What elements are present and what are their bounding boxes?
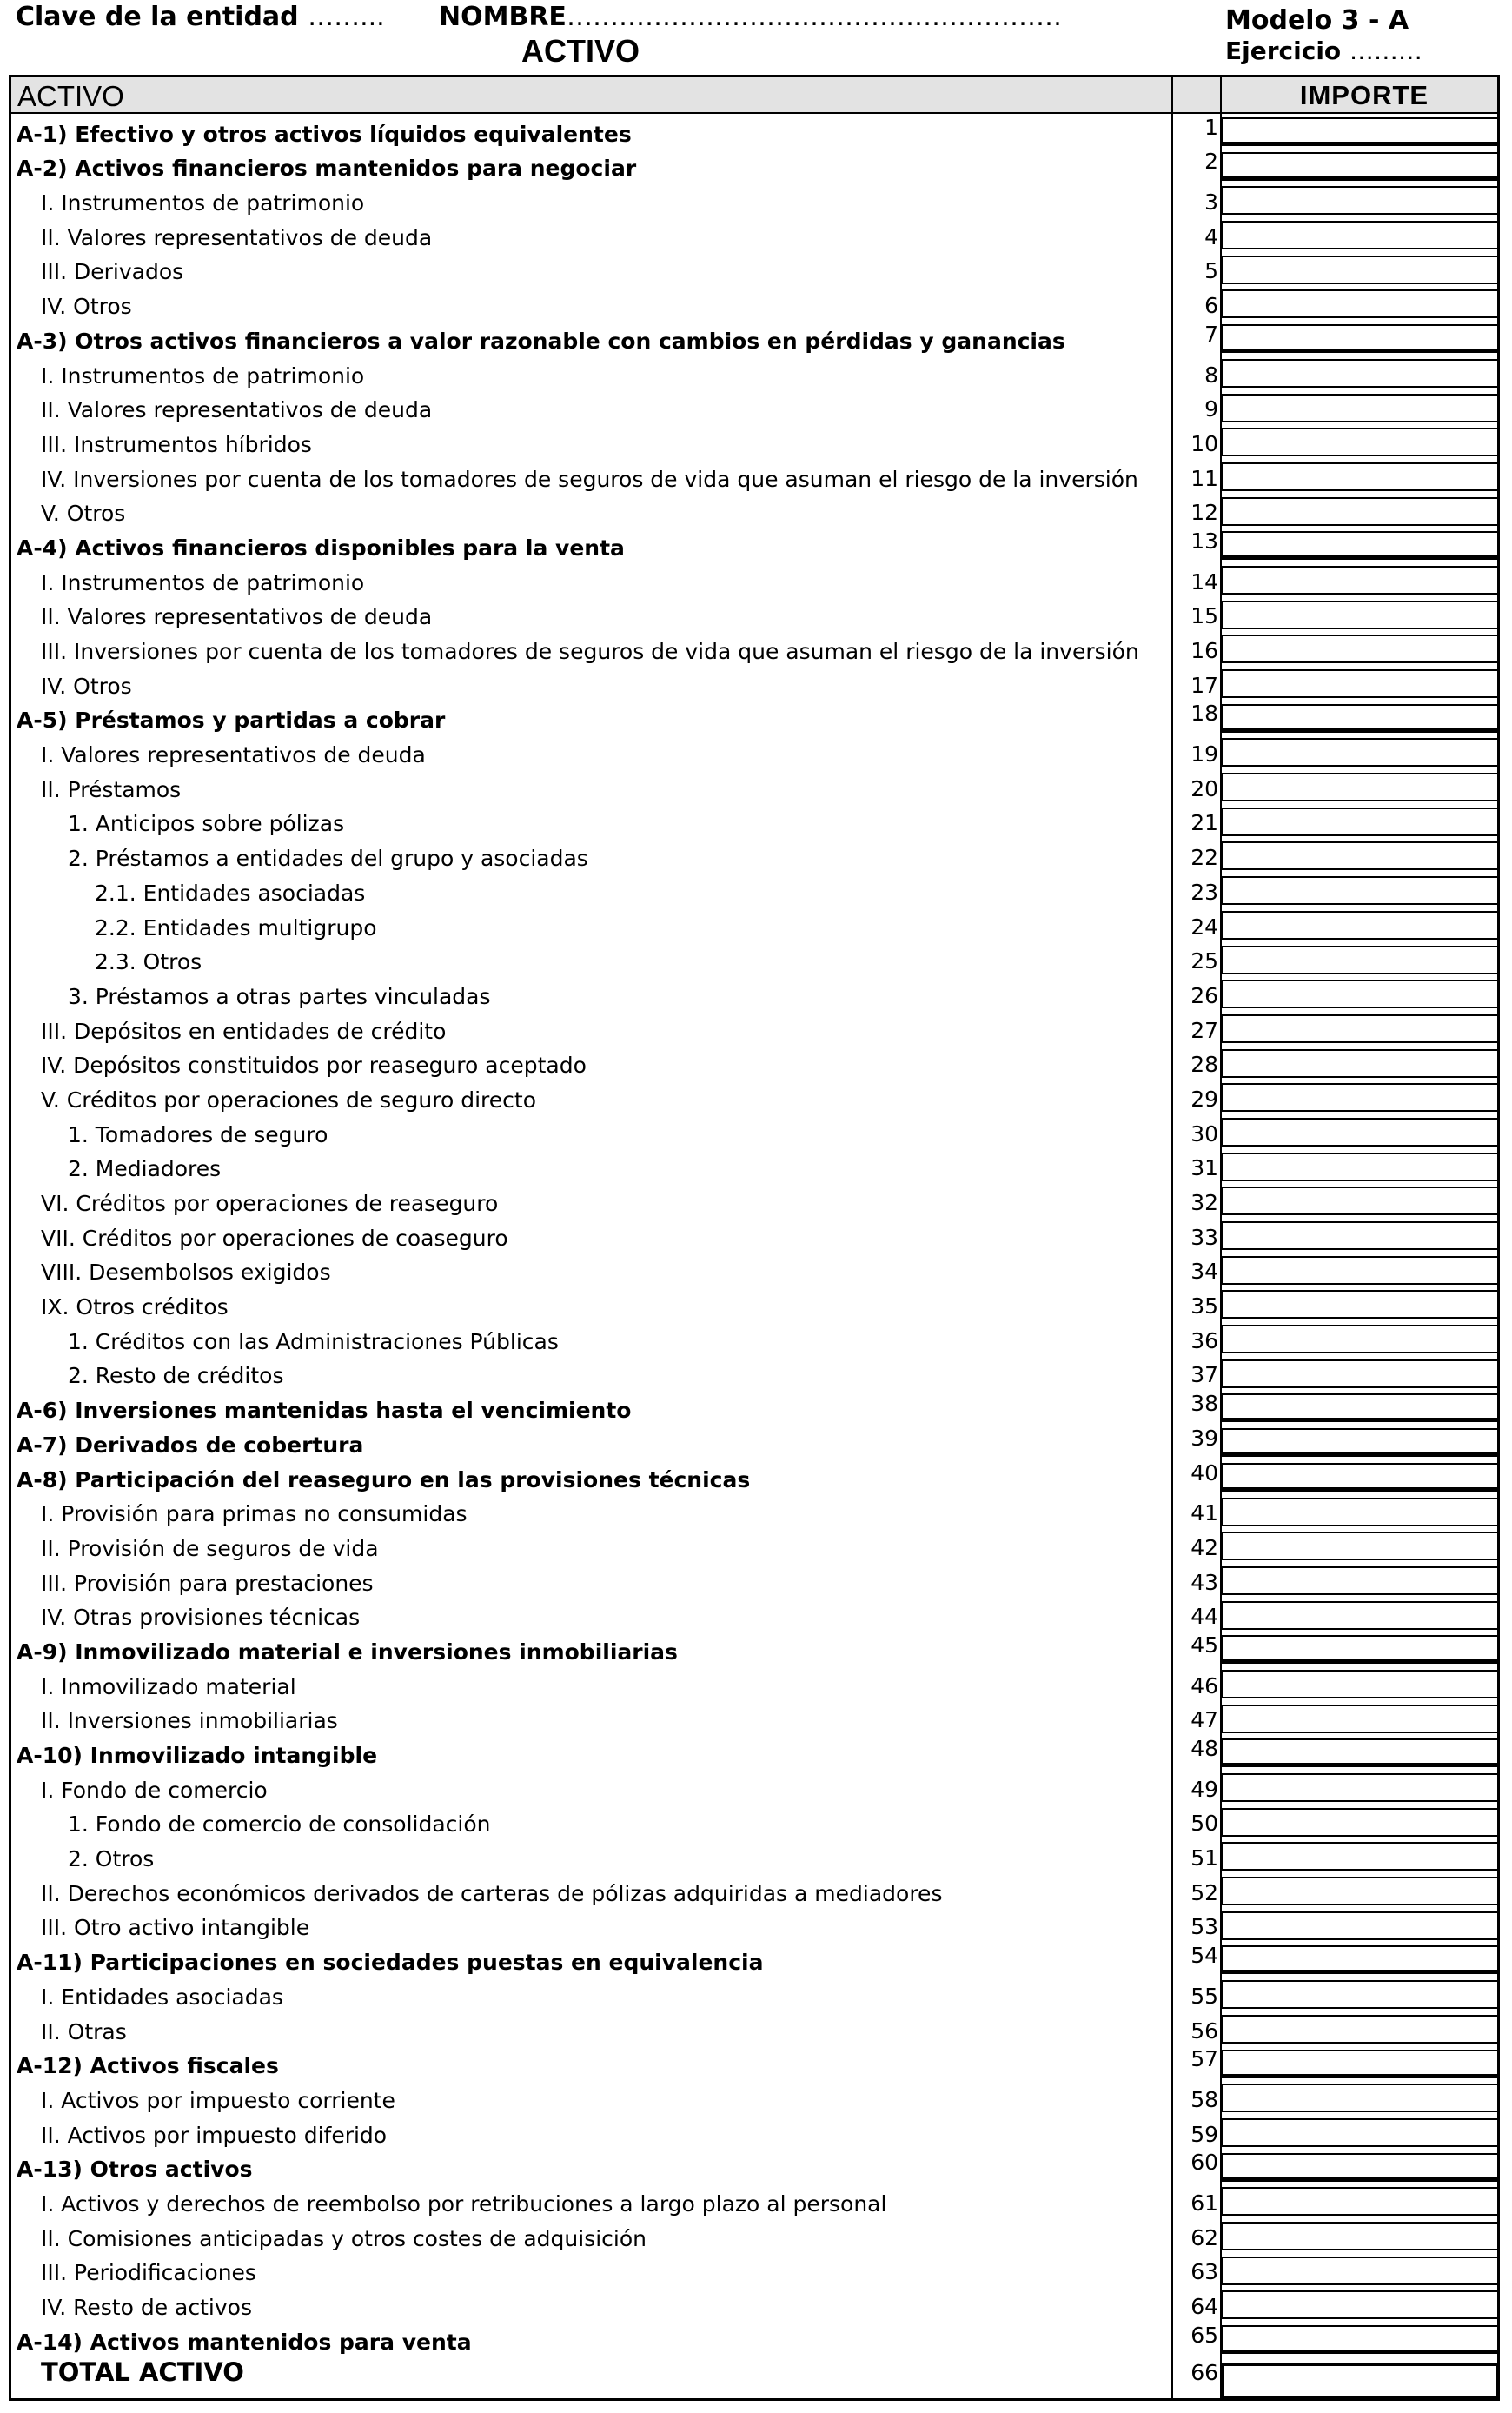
amount-input[interactable] <box>1221 289 1499 318</box>
amount-input[interactable] <box>1221 2257 1499 2285</box>
amount-input[interactable] <box>1221 1359 1499 1388</box>
row-label: IV. Otros <box>41 294 132 320</box>
table-row <box>11 1183 1497 1218</box>
amount-input[interactable] <box>1221 359 1499 388</box>
row-label: I. Inmovilizado material <box>41 1673 296 1699</box>
row-number: 50 <box>1190 1811 1218 1837</box>
amount-input[interactable] <box>1221 256 1499 284</box>
amount-input[interactable] <box>1221 2050 1499 2078</box>
amount-input[interactable] <box>1221 117 1499 146</box>
row-label: 2. Resto de créditos <box>68 1363 284 1389</box>
row-number: 27 <box>1190 1017 1218 1043</box>
entity-key-field[interactable]: ……... <box>308 2 385 32</box>
amount-input[interactable] <box>1221 1670 1499 1698</box>
table-row <box>11 1149 1497 1184</box>
row-label: IV. Depósitos constituidos por reaseguro aceptado <box>41 1053 587 1079</box>
row-number: 9 <box>1204 396 1218 422</box>
row-number: 4 <box>1204 223 1218 249</box>
row-label: A-1) Efectivo y otros activos líquidos equivalentes <box>17 121 632 147</box>
row-label: I. Instrumentos de patrimonio <box>41 190 365 216</box>
row-number: 25 <box>1190 948 1218 974</box>
table-row <box>11 701 1497 735</box>
amount-input[interactable] <box>1221 428 1499 456</box>
row-number: 12 <box>1190 500 1218 526</box>
table-row <box>11 873 1497 907</box>
table-row <box>11 424 1497 459</box>
amount-input[interactable] <box>1221 1635 1499 1664</box>
row-number: 60 <box>1190 2150 1218 2176</box>
table-row <box>11 1838 1497 1873</box>
table-row <box>11 1425 1497 1459</box>
row-label: II. Provisión de seguros de vida <box>41 1535 379 1561</box>
table-row <box>11 1735 1497 1770</box>
amount-input[interactable] <box>1221 773 1499 801</box>
row-number: 24 <box>1190 914 1218 940</box>
column-divider <box>1220 77 1222 2401</box>
row-label: III. Instrumentos híbridos <box>41 431 312 457</box>
row-label: III. Otro activo intangible <box>41 1915 310 1941</box>
balance-rows <box>11 114 1497 2390</box>
row-label: II. Valores representativos de deuda <box>41 604 433 630</box>
amount-input[interactable] <box>1221 1532 1499 1560</box>
row-label: III. Derivados <box>41 259 184 285</box>
table-row <box>11 1701 1497 1736</box>
column-header-amount: IMPORTE <box>1299 80 1429 110</box>
row-number: 26 <box>1190 982 1218 1008</box>
row-number: 20 <box>1190 775 1218 801</box>
row-number: 38 <box>1190 1391 1218 1417</box>
row-number: 22 <box>1190 845 1218 871</box>
row-number: 46 <box>1190 1672 1218 1698</box>
table-row <box>11 631 1497 666</box>
page-title: ACTIVO <box>521 33 640 69</box>
entity-name-field[interactable]: ………………………………………………… <box>566 2 1062 32</box>
row-number: 45 <box>1190 1632 1218 1658</box>
row-number: 62 <box>1190 2224 1218 2250</box>
amount-input[interactable] <box>1221 704 1499 733</box>
table-row <box>11 1770 1497 1805</box>
row-label: TOTAL ACTIVO <box>41 2357 244 2388</box>
row-label: I. Activos y derechos de reembolso por retribuciones a largo plazo al personal <box>41 2190 887 2217</box>
row-number: 18 <box>1190 701 1218 727</box>
amount-input[interactable] <box>1221 2325 1499 2354</box>
table-row <box>11 390 1497 425</box>
amount-input[interactable] <box>1221 1705 1499 1733</box>
row-label: II. Otras <box>41 2018 127 2044</box>
row-number: 28 <box>1190 1052 1218 1078</box>
amount-input[interactable] <box>1221 1049 1499 1078</box>
table-row <box>11 1011 1497 1046</box>
row-number: 31 <box>1190 1155 1218 1181</box>
table-row <box>11 494 1497 528</box>
table-row <box>11 907 1497 942</box>
amount-input[interactable] <box>1221 1290 1499 1319</box>
row-label: 1. Fondo de comercio de consolidación <box>68 1811 491 1838</box>
table-row <box>11 2184 1497 2218</box>
row-label: I. Instrumentos de patrimonio <box>41 569 365 595</box>
amount-input[interactable] <box>1221 738 1499 767</box>
row-number: 29 <box>1190 1086 1218 1112</box>
amount-input[interactable] <box>1221 1118 1499 1147</box>
row-number: 48 <box>1190 1736 1218 1761</box>
row-number: 58 <box>1190 2086 1218 2112</box>
row-label: I. Provisión para primas no consumidas <box>41 1501 468 1527</box>
row-label: 2.3. Otros <box>95 949 202 975</box>
amount-input[interactable] <box>1221 2084 1499 2112</box>
row-label: 3. Préstamos a otras partes vinculadas <box>68 983 491 1009</box>
table-row <box>11 321 1497 356</box>
table-row <box>11 1528 1497 1563</box>
row-number: 10 <box>1190 430 1218 456</box>
row-number: 41 <box>1190 1500 1218 1526</box>
amount-input[interactable] <box>1221 1808 1499 1837</box>
row-label: A-2) Activos financieros mantenidos para negociar <box>17 156 637 182</box>
amount-input[interactable] <box>1221 394 1499 422</box>
column-divider <box>1171 77 1173 2401</box>
row-label: VI. Créditos por operaciones de reaseguro <box>41 1191 499 1216</box>
table-row <box>11 1114 1497 1149</box>
table-row <box>11 1563 1497 1598</box>
table-row <box>11 804 1497 839</box>
row-label: 2. Mediadores <box>68 1156 222 1182</box>
row-label: II. Préstamos <box>41 776 182 802</box>
row-number: 19 <box>1190 741 1218 768</box>
amount-input[interactable] <box>1221 1601 1499 1630</box>
row-label: III. Periodificaciones <box>41 2260 256 2286</box>
amount-input[interactable] <box>1221 635 1499 663</box>
table-row <box>11 1218 1497 1253</box>
table-row <box>11 1321 1497 1356</box>
row-number: 15 <box>1190 603 1218 629</box>
amount-input[interactable] <box>1221 2118 1499 2147</box>
amount-input[interactable] <box>1221 1083 1499 1112</box>
row-label: A-8) Participación del reaseguro en las provisiones técnicas <box>17 1466 751 1492</box>
table-row <box>11 1805 1497 1839</box>
row-label: 2. Préstamos a entidades del grupo y asociadas <box>68 846 588 872</box>
row-label: IV. Inversiones por cuenta de los tomadores de seguros de vida que asuman el riesgo de la inversión <box>41 466 1138 492</box>
table-row <box>11 666 1497 701</box>
row-number: 35 <box>1190 1293 1218 1320</box>
row-label: A-13) Otros activos <box>17 2157 253 2183</box>
row-number: 55 <box>1190 1983 1218 2009</box>
total-row <box>11 2356 1497 2391</box>
amount-input[interactable] <box>1221 1980 1499 2009</box>
table-row <box>11 2218 1497 2253</box>
row-label: A-3) Otros activos financieros a valor razonable con cambios en pérdidas y ganancias <box>17 328 1065 354</box>
amount-input[interactable] <box>1221 324 1499 353</box>
amount-input[interactable] <box>1221 808 1499 836</box>
amount-input[interactable] <box>1221 876 1499 905</box>
row-label: A-6) Inversiones mantenidas hasta el vencimiento <box>17 1398 632 1424</box>
amount-input[interactable] <box>1221 221 1499 249</box>
row-label: 1. Créditos con las Administraciones Públicas <box>68 1328 559 1354</box>
table-row <box>11 1494 1497 1529</box>
row-number: 30 <box>1190 1120 1218 1147</box>
row-number: 7 <box>1204 321 1218 347</box>
table-row <box>11 183 1497 217</box>
row-label: A-4) Activos financieros disponibles para la venta <box>17 535 625 561</box>
row-number: 36 <box>1190 1327 1218 1353</box>
amount-input[interactable] <box>1221 2290 1499 2319</box>
row-number: 23 <box>1190 879 1218 905</box>
table-row <box>11 356 1497 390</box>
row-label: A-11) Participaciones en sociedades puestas en equivalencia <box>17 1950 764 1976</box>
row-label: A-9) Inmovilizado material e inversiones inmobiliarias <box>17 1639 678 1665</box>
amount-input[interactable] <box>1221 462 1499 491</box>
table-row <box>11 1390 1497 1425</box>
model-label: Modelo 3 - A <box>1225 5 1409 36</box>
row-label: I. Instrumentos de patrimonio <box>41 362 365 389</box>
row-number: 6 <box>1204 293 1218 319</box>
amount-input[interactable] <box>1221 1945 1499 1974</box>
amount-input[interactable] <box>1221 1221 1499 1250</box>
row-label: V. Créditos por operaciones de seguro directo <box>41 1087 536 1113</box>
amount-input[interactable] <box>1221 1325 1499 1353</box>
row-label: II. Comisiones anticipadas y otros costes de adquisición <box>41 2225 647 2251</box>
row-label: II. Valores representativos de deuda <box>41 224 433 250</box>
row-label: V. Otros <box>41 501 126 527</box>
table-row <box>11 217 1497 252</box>
table-row <box>11 2287 1497 2322</box>
table-row <box>11 1908 1497 1943</box>
amount-input[interactable] <box>1221 1153 1499 1181</box>
amount-input[interactable] <box>1221 1187 1499 1215</box>
row-label: III. Depósitos en entidades de crédito <box>41 1018 447 1044</box>
row-number: 42 <box>1190 1534 1218 1560</box>
amount-input[interactable] <box>1221 1911 1499 1940</box>
row-number: 5 <box>1204 258 1218 284</box>
row-number: 54 <box>1190 1943 1218 1969</box>
row-label: I. Valores representativos de deuda <box>41 742 426 768</box>
table-row <box>11 252 1497 287</box>
row-label: 2.1. Entidades asociadas <box>95 880 366 906</box>
amount-input[interactable] <box>1221 1566 1499 1595</box>
amount-input[interactable] <box>1221 1463 1499 1492</box>
row-label: III. Inversiones por cuenta de los tomadores de seguros de vida que asuman el riesgo de la inversión <box>41 639 1139 664</box>
row-label: I. Activos por impuesto corriente <box>41 2087 395 2113</box>
table-row <box>11 528 1497 562</box>
row-number: 66 <box>1190 2360 1218 2386</box>
row-number: 57 <box>1190 2046 1218 2072</box>
row-number: 21 <box>1190 810 1218 836</box>
row-label: A-10) Inmovilizado intangible <box>17 1743 378 1768</box>
row-number: 13 <box>1190 528 1218 554</box>
fiscal-year-field[interactable]: ……… <box>1349 37 1422 65</box>
table-row <box>11 1632 1497 1666</box>
row-number: 2 <box>1204 149 1218 175</box>
row-label: II. Activos por impuesto diferido <box>41 2122 388 2148</box>
row-label: II. Derechos económicos derivados de carteras de pólizas adquiridas a mediadores <box>41 1880 943 1906</box>
amount-input[interactable] <box>1221 946 1499 974</box>
table-row <box>11 1942 1497 1977</box>
amount-input[interactable] <box>1221 1773 1499 1802</box>
table-row <box>11 1459 1497 1494</box>
column-header-concept: ACTIVO <box>17 80 124 112</box>
entity-key-label: Clave de la entidad ……... <box>16 2 385 32</box>
amount-input[interactable] <box>1221 601 1499 629</box>
table-row <box>11 597 1497 632</box>
row-number: 63 <box>1190 2259 1218 2285</box>
row-number: 16 <box>1190 638 1218 663</box>
row-label: II. Inversiones inmobiliarias <box>41 1708 338 1734</box>
amount-input[interactable] <box>1221 1256 1499 1285</box>
table-row <box>11 2046 1497 2081</box>
row-number: 14 <box>1190 568 1218 595</box>
table-row <box>11 2011 1497 2046</box>
row-number: 49 <box>1190 1776 1218 1802</box>
table-row <box>11 942 1497 977</box>
row-number: 39 <box>1190 1425 1218 1451</box>
amount-input[interactable] <box>1221 1014 1499 1043</box>
row-number: 59 <box>1190 2121 1218 2147</box>
amount-input[interactable] <box>1221 1393 1499 1422</box>
table-row <box>11 2080 1497 2115</box>
table-row <box>11 769 1497 804</box>
amount-input[interactable] <box>1221 2153 1499 2182</box>
row-number: 65 <box>1190 2322 1218 2348</box>
table-row <box>11 114 1497 149</box>
table-row <box>11 562 1497 597</box>
row-label: A-7) Derivados de cobertura <box>17 1432 364 1458</box>
row-label: I. Entidades asociadas <box>41 1984 283 2010</box>
row-label: 2.2. Entidades multigrupo <box>95 914 377 941</box>
amount-input[interactable] <box>1221 2015 1499 2044</box>
row-number: 3 <box>1204 189 1218 216</box>
table-row <box>11 1286 1497 1321</box>
table-row <box>11 459 1497 494</box>
amount-input[interactable] <box>1221 2222 1499 2250</box>
amount-input[interactable] <box>1221 911 1499 940</box>
amount-input[interactable] <box>1221 1877 1499 1905</box>
row-label: IX. Otros créditos <box>41 1294 229 1320</box>
row-number: 53 <box>1190 1914 1218 1940</box>
table-row <box>11 838 1497 873</box>
amount-input[interactable] <box>1221 1428 1499 1457</box>
row-number: 64 <box>1190 2294 1218 2319</box>
table-row <box>11 149 1497 183</box>
row-number: 11 <box>1190 465 1218 491</box>
amount-input[interactable] <box>1221 497 1499 526</box>
table-row <box>11 735 1497 769</box>
row-number: 56 <box>1190 2017 1218 2044</box>
row-label: IV. Resto de activos <box>41 2295 252 2320</box>
row-number: 61 <box>1190 2190 1218 2216</box>
amount-input[interactable] <box>1221 980 1499 1008</box>
table-row <box>11 2253 1497 2288</box>
table-row <box>11 1253 1497 1287</box>
amount-input[interactable] <box>1221 566 1499 595</box>
amount-input[interactable] <box>1221 2363 1499 2398</box>
row-label: A-12) Activos fiscales <box>17 2053 279 2079</box>
row-number: 47 <box>1190 1707 1218 1733</box>
table-row <box>11 1977 1497 2011</box>
amount-input[interactable] <box>1221 152 1499 181</box>
row-label: 1. Tomadores de seguro <box>68 1121 328 1147</box>
row-label: A-5) Préstamos y partidas a cobrar <box>17 708 446 734</box>
row-number: 44 <box>1190 1604 1218 1630</box>
row-number: 33 <box>1190 1224 1218 1250</box>
row-number: 8 <box>1204 362 1218 388</box>
fiscal-year-label: Ejercicio ……… <box>1225 37 1422 65</box>
table-row <box>11 1873 1497 1908</box>
row-number: 34 <box>1190 1259 1218 1285</box>
amount-input[interactable] <box>1221 2187 1499 2216</box>
row-label: A-14) Activos mantenidos para venta <box>17 2329 472 2355</box>
table-row <box>11 2322 1497 2356</box>
table-row <box>11 1356 1497 1391</box>
row-label: III. Provisión para prestaciones <box>41 1570 374 1596</box>
entity-name-label: NOMBRE………………………………………………… <box>439 2 1062 32</box>
row-label: VIII. Desembolsos exigidos <box>41 1260 331 1286</box>
table-row <box>11 1666 1497 1701</box>
table-row <box>11 976 1497 1011</box>
amount-input[interactable] <box>1221 531 1499 560</box>
row-number: 43 <box>1190 1569 1218 1595</box>
row-number: 37 <box>1190 1362 1218 1388</box>
row-number: 40 <box>1190 1459 1218 1486</box>
row-label: IV. Otros <box>41 673 132 699</box>
table-row <box>11 1080 1497 1114</box>
table-row <box>11 2150 1497 2184</box>
table-row <box>11 1598 1497 1632</box>
amount-input[interactable] <box>1221 1842 1499 1871</box>
row-number: 1 <box>1204 114 1218 140</box>
row-label: IV. Otras provisiones técnicas <box>41 1605 361 1631</box>
row-label: VII. Créditos por operaciones de coaseguro <box>41 1225 508 1251</box>
amount-input[interactable] <box>1221 669 1499 698</box>
row-label: 1. Anticipos sobre pólizas <box>68 811 345 837</box>
row-label: II. Valores representativos de deuda <box>41 397 433 423</box>
row-label: I. Fondo de comercio <box>41 1777 268 1803</box>
row-number: 32 <box>1190 1190 1218 1215</box>
table-row <box>11 2115 1497 2150</box>
row-number: 52 <box>1190 1879 1218 1905</box>
table-row <box>11 1046 1497 1080</box>
amount-input[interactable] <box>1221 1498 1499 1526</box>
amount-input[interactable] <box>1221 186 1499 215</box>
row-number: 51 <box>1190 1845 1218 1871</box>
table-row <box>11 286 1497 321</box>
row-number: 17 <box>1190 672 1218 698</box>
row-label: 2. Otros <box>68 1846 155 1872</box>
amount-input[interactable] <box>1221 841 1499 870</box>
amount-input[interactable] <box>1221 1738 1499 1767</box>
